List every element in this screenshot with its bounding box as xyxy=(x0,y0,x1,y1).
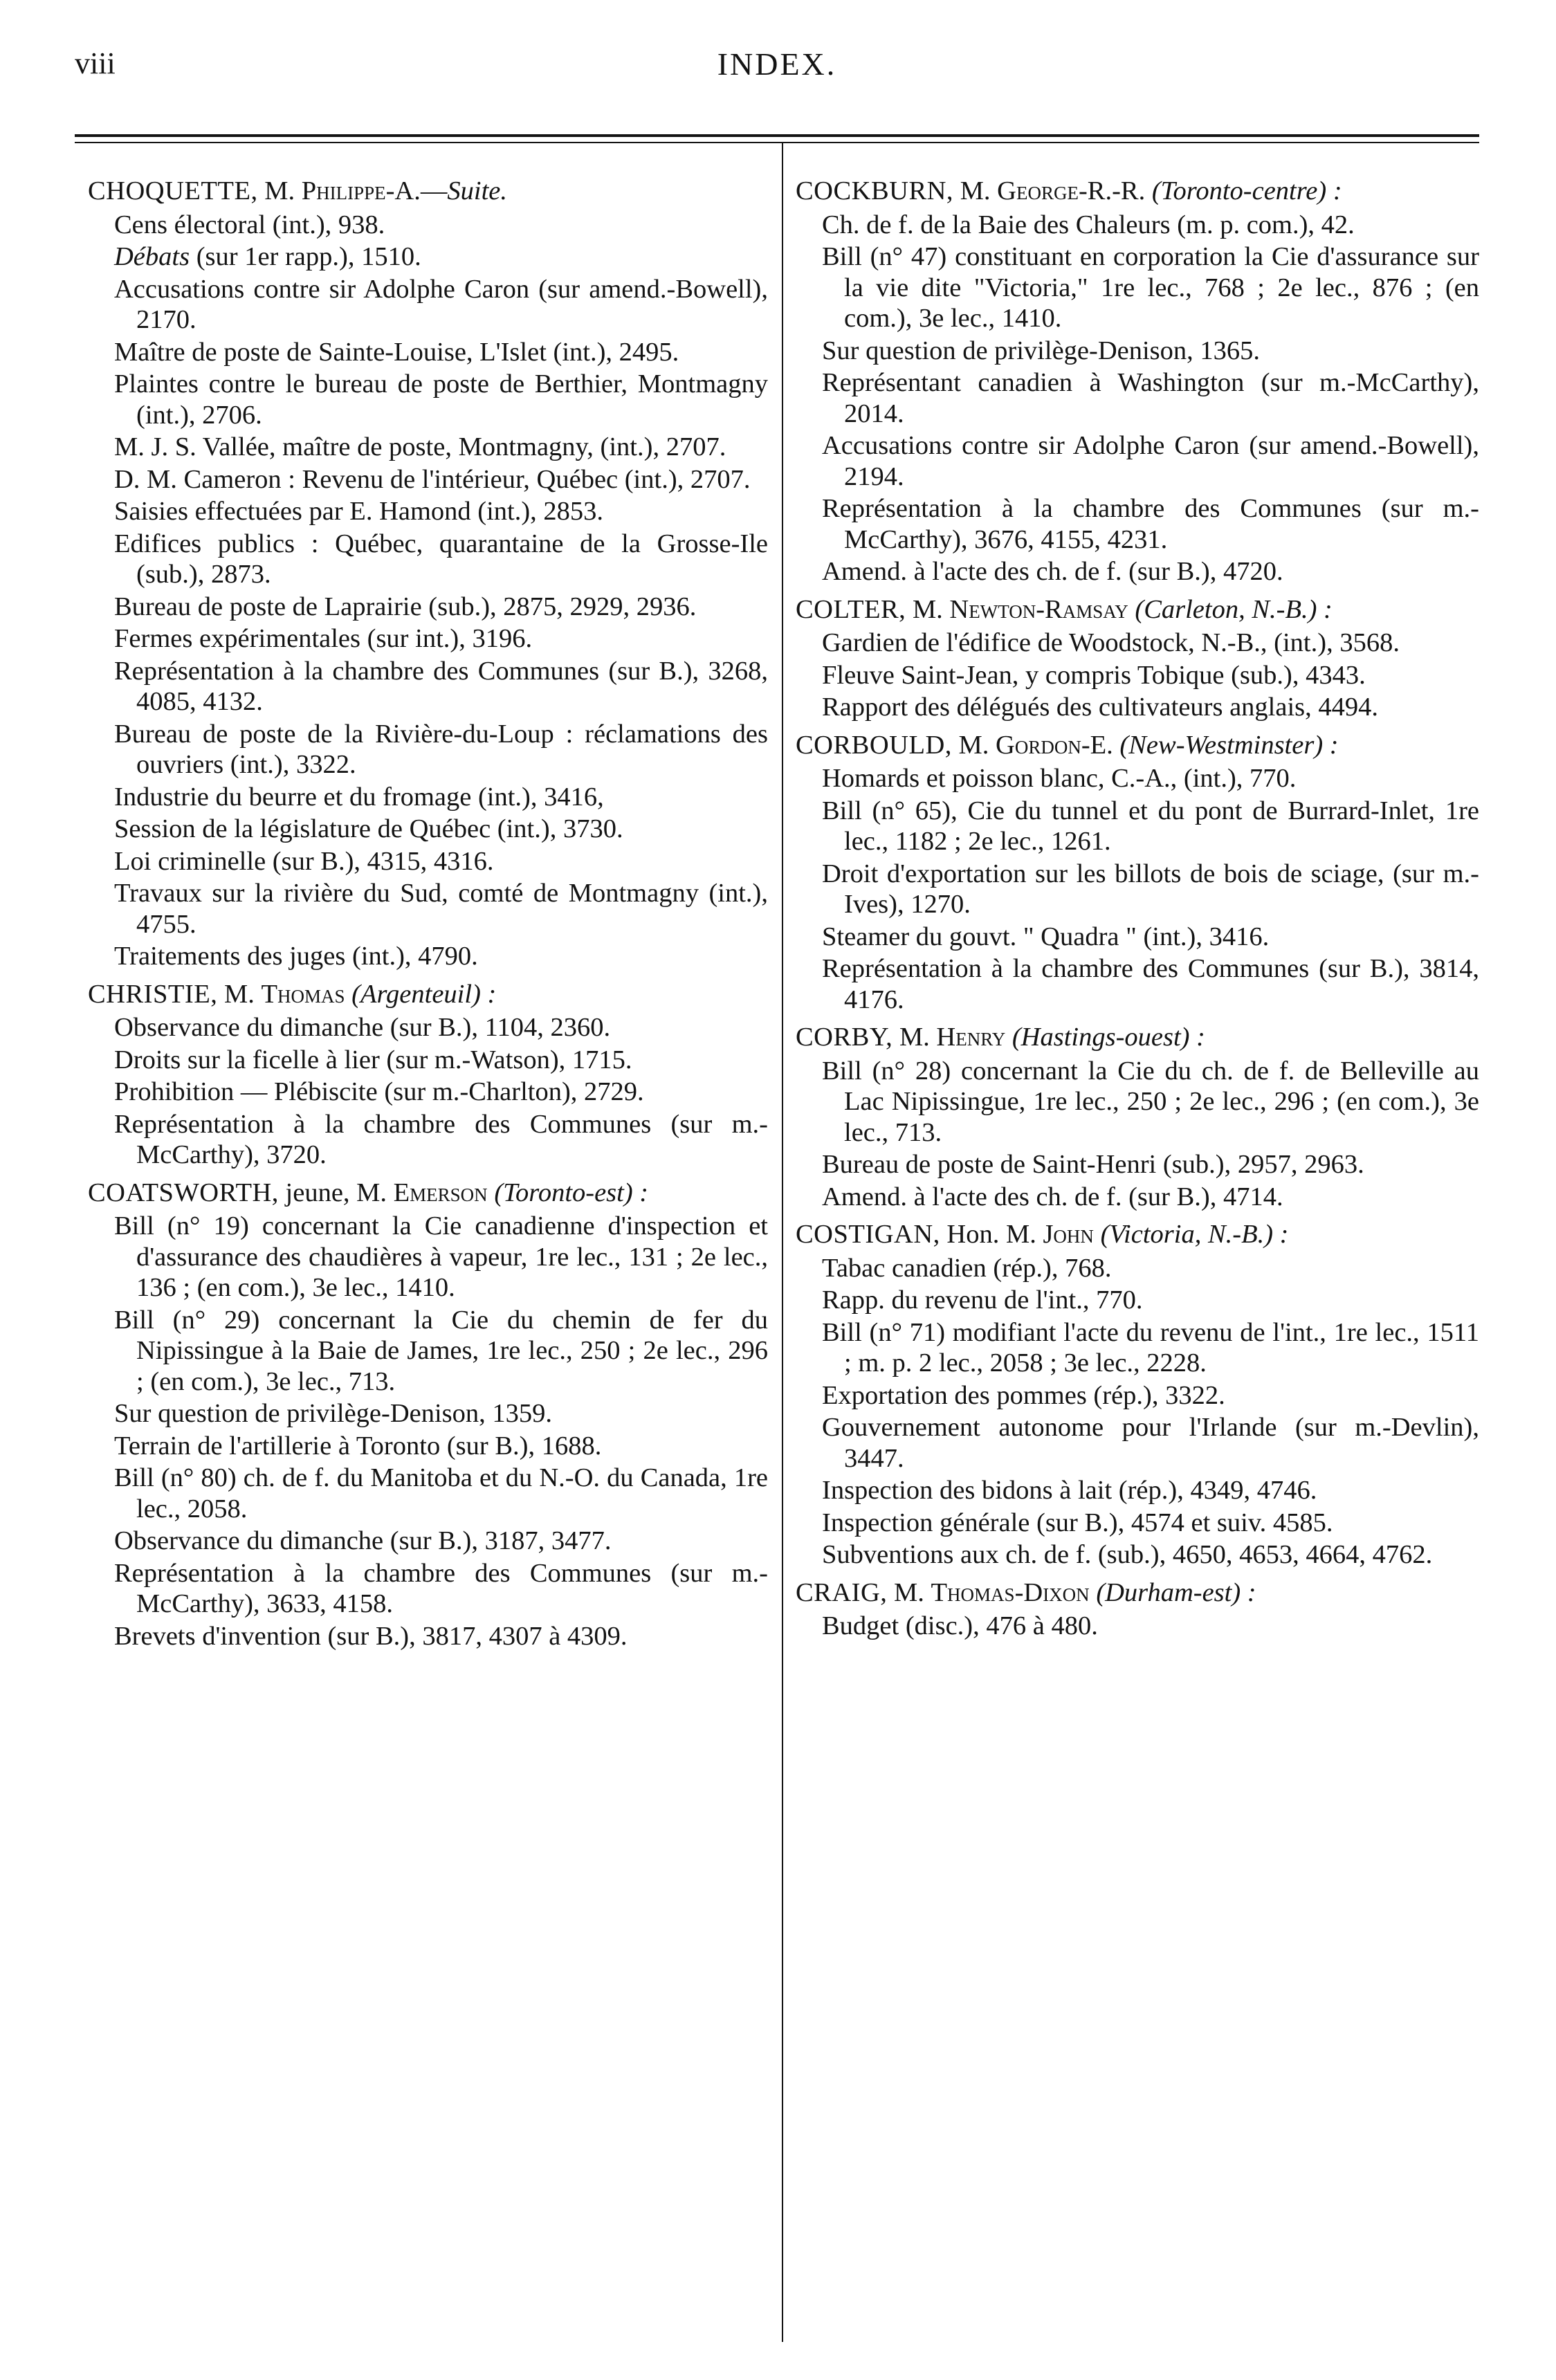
item-text: Maître de poste de Sainte-Louise, L'Islet (int.), 2495. xyxy=(114,337,679,367)
member-surname: COATSWORTH, xyxy=(88,1178,279,1207)
index-item xyxy=(794,241,1479,334)
index-entry xyxy=(86,979,768,1171)
member-given-name: Gordon-E. xyxy=(996,730,1113,760)
index-item xyxy=(86,210,768,241)
index-item xyxy=(86,1431,768,1462)
item-text: Tabac canadien (rép.), 768. xyxy=(822,1253,1112,1283)
item-text: M. J. S. Vallée, maître de poste, Montmagny, (int.), 2707. xyxy=(114,432,726,461)
item-text: Terrain de l'artillerie à Toronto (sur B.), 1688. xyxy=(114,1431,602,1461)
item-text: Bill (n° 47) constituant en corporation la Cie d'assurance sur la vie dite "Victoria," 1re lec., 768 ; 2e lec., 876 ; (en com.), 3e lec., 1410. xyxy=(822,242,1479,333)
index-item xyxy=(794,367,1479,429)
item-text: Steamer du gouvt. " Quadra " (int.), 3416. xyxy=(822,922,1270,951)
entry-heading xyxy=(794,594,1479,625)
index-item xyxy=(86,464,768,495)
index-item xyxy=(86,496,768,527)
index-item xyxy=(794,1182,1479,1213)
member-title: M. xyxy=(224,979,255,1009)
item-text: Inspection générale (sur B.), 4574 et suiv. 4585. xyxy=(822,1508,1333,1537)
index-item xyxy=(794,1539,1479,1571)
index-item xyxy=(86,592,768,623)
index-item xyxy=(86,1045,768,1076)
item-text: Brevets d'invention (sur B.), 3817, 4307 à 4309. xyxy=(114,1621,628,1651)
member-given-name: Philippe-A. xyxy=(301,176,421,205)
item-text: D. M. Cameron : Revenu de l'intérieur, Québec (int.), 2707. xyxy=(114,464,751,494)
index-item xyxy=(794,336,1479,367)
index-item xyxy=(794,1056,1479,1148)
member-given-name: George-R.-R. xyxy=(997,176,1146,205)
index-entry xyxy=(794,1577,1479,1642)
item-text: Gardien de l'édifice de Woodstock, N.-B., (int.), 3568. xyxy=(822,628,1400,657)
index-item xyxy=(86,814,768,845)
member-title: M. xyxy=(899,1023,930,1052)
index-item xyxy=(794,628,1479,659)
item-text: Fermes expérimentales (sur int.), 3196. xyxy=(114,624,533,653)
member-title: M. xyxy=(912,594,943,624)
member-title: M. xyxy=(894,1577,924,1607)
item-text: Saisies effectuées par E. Hamond (int.), 2853. xyxy=(114,497,604,526)
index-item xyxy=(794,1611,1479,1642)
index-item xyxy=(86,1621,768,1652)
member-title: M. xyxy=(264,176,295,205)
index-item xyxy=(86,623,768,654)
member-title: M. xyxy=(960,176,991,205)
member-title: Hon. M. xyxy=(946,1220,1036,1249)
index-item xyxy=(794,210,1479,241)
item-text: Travaux sur la rivière du Sud, comté de Montmagny (int.), 4755. xyxy=(114,879,768,939)
index-item xyxy=(794,953,1479,1015)
entry-heading xyxy=(794,1219,1479,1250)
member-title: M. xyxy=(958,730,989,760)
member-riding: (Toronto-centre) : xyxy=(1151,176,1342,205)
entry-heading xyxy=(794,730,1479,761)
index-item xyxy=(794,922,1479,953)
left-column xyxy=(86,176,768,1658)
item-text: Edifices publics : Québec, quarantaine de la Grosse-Ile (sub.), 2873. xyxy=(114,529,768,589)
item-text: Budget (disc.), 476 à 480. xyxy=(822,1611,1098,1640)
entry-heading xyxy=(794,1577,1479,1609)
item-text: Plaintes contre le bureau de poste de Berthier, Montmagny (int.), 2706. xyxy=(114,369,768,430)
index-item xyxy=(794,493,1479,555)
item-text: Représentation à la chambre des Communes (sur m.-McCarthy), 3720. xyxy=(114,1109,768,1169)
item-text: Représentant canadien à Washington (sur m.-McCarthy), 2014. xyxy=(822,368,1479,428)
index-item xyxy=(86,1012,768,1043)
member-surname: CORBOULD, xyxy=(796,730,952,760)
index-item xyxy=(794,763,1479,794)
item-text: Représentation à la chambre des Communes (sur B.), 3268, 4085, 4132. xyxy=(114,656,768,716)
member-title: jeune, M. xyxy=(285,1178,387,1207)
member-riding: (Hastings-ouest) : xyxy=(1012,1023,1205,1052)
item-text: Session de la législature de Québec (int.), 3730. xyxy=(114,814,623,843)
index-item xyxy=(86,337,768,368)
index-entry xyxy=(86,1178,768,1652)
item-text: Rapp. du revenu de l'int., 770. xyxy=(822,1285,1143,1315)
member-riding: Suite. xyxy=(447,176,507,205)
index-item xyxy=(794,796,1479,857)
index-item xyxy=(794,859,1479,920)
member-surname: COCKBURN, xyxy=(796,176,954,205)
index-item xyxy=(86,782,768,813)
member-riding: (New-Westminster) : xyxy=(1119,730,1339,760)
index-item xyxy=(86,432,768,463)
page-number: viii xyxy=(75,46,116,80)
index-item xyxy=(86,1077,768,1108)
member-surname: CRAIG, xyxy=(796,1577,888,1607)
header-rule-thin xyxy=(75,142,1479,143)
item-text: Homards et poisson blanc, C.-A., (int.), 770. xyxy=(822,764,1297,793)
item-text: Industrie du beurre et du fromage (int.), 3416, xyxy=(114,782,604,812)
item-text: Bureau de poste de Laprairie (sub.), 2875, 2929, 2936. xyxy=(114,592,697,621)
item-text: Cens électoral (int.), 938. xyxy=(114,210,385,239)
item-text: Bill (n° 28) concernant la Cie du ch. de f. de Belleville au Lac Nipissingue, 1re lec., 250 ; 2e lec., 296 ; (en com.), 3e lec., 713. xyxy=(822,1056,1479,1147)
entry-heading xyxy=(794,176,1479,207)
item-text: Exportation des pommes (rép.), 3322. xyxy=(822,1380,1225,1410)
item-text: Accusations contre sir Adolphe Caron (sur amend.-Bowell), 2170. xyxy=(114,274,768,334)
item-text: Représentation à la chambre des Communes (sur m.-McCarthy), 3633, 4158. xyxy=(114,1558,768,1618)
item-text: Représentation à la chambre des Communes (sur B.), 3814, 4176. xyxy=(822,954,1479,1014)
index-item xyxy=(86,941,768,972)
index-item xyxy=(794,1253,1479,1284)
item-text: Inspection des bidons à lait (rép.), 4349, 4746. xyxy=(822,1476,1317,1505)
right-column xyxy=(794,176,1479,1649)
item-text: Bureau de poste de la Rivière-du-Loup : réclamations des ouvriers (int.), 3322. xyxy=(114,719,768,779)
member-surname: CORBY, xyxy=(796,1023,893,1052)
member-given-name: Emerson xyxy=(393,1178,488,1207)
item-text: Bill (n° 80) ch. de f. du Manitoba et du N.-O. du Canada, 1re lec., 2058. xyxy=(114,1463,768,1523)
item-text: Accusations contre sir Adolphe Caron (sur amend.-Bowell), 2194. xyxy=(822,431,1479,491)
index-item xyxy=(86,1211,768,1303)
entry-heading xyxy=(86,979,768,1010)
entry-heading xyxy=(86,1178,768,1209)
index-item xyxy=(794,1317,1479,1379)
index-item xyxy=(86,274,768,336)
column-divider xyxy=(782,142,783,2342)
member-riding: (Durham-est) : xyxy=(1096,1577,1256,1607)
entry-heading xyxy=(794,1022,1479,1053)
item-text: Bureau de poste de Saint-Henri (sub.), 2957, 2963. xyxy=(822,1150,1364,1179)
index-item xyxy=(794,430,1479,492)
index-item xyxy=(86,241,768,273)
heading-dash: — xyxy=(420,176,448,205)
member-given-name: John xyxy=(1043,1220,1094,1249)
member-surname: COLTER, xyxy=(796,594,906,624)
index-item xyxy=(86,369,768,430)
index-item xyxy=(794,1475,1479,1506)
item-text: Fleuve Saint-Jean, y compris Tobique (sub.), 4343. xyxy=(822,660,1366,690)
item-text: Bill (n° 71) modifiant l'acte du revenu de l'int., 1re lec., 1511 ; m. p. 2 lec., 2058 ; 3e lec., 2228. xyxy=(822,1317,1479,1377)
item-text: Sur question de privilège-Denison, 1359. xyxy=(114,1399,553,1428)
index-item xyxy=(794,660,1479,691)
index-entry xyxy=(794,1219,1479,1571)
index-item xyxy=(86,1463,768,1524)
index-item xyxy=(86,1305,768,1398)
index-entry xyxy=(794,176,1479,587)
index-item xyxy=(86,1109,768,1171)
entry-heading xyxy=(86,176,768,207)
item-text: Amend. à l'acte des ch. de f. (sur B.), 4720. xyxy=(822,557,1283,586)
item-text: Traitements des juges (int.), 4790. xyxy=(114,942,478,971)
member-surname: CHRISTIE, xyxy=(88,979,218,1009)
member-surname: COSTIGAN, xyxy=(796,1220,940,1249)
index-entry xyxy=(794,594,1479,723)
member-riding: (Argenteuil) : xyxy=(351,979,497,1009)
item-lead: Débats xyxy=(114,242,190,271)
index-item xyxy=(86,1526,768,1557)
item-text: Observance du dimanche (sur B.), 1104, 2360. xyxy=(114,1013,611,1042)
item-text: Prohibition — Plébiscite (sur m.-Charlton), 2729. xyxy=(114,1077,644,1106)
item-text: Sur question de privilège-Denison, 1365. xyxy=(822,336,1261,365)
item-text: Droits sur la ficelle à lier (sur m.-Watson), 1715. xyxy=(114,1045,632,1074)
index-item xyxy=(86,719,768,780)
item-text: Bill (n° 19) concernant la Cie canadienne d'inspection et d'assurance des chaudières à vapeur, 1re lec., 131 ; 2e lec., 136 ; (en com.), 3e lec., 1410. xyxy=(114,1211,768,1302)
index-item xyxy=(794,1380,1479,1411)
item-text: Loi criminelle (sur B.), 4315, 4316. xyxy=(114,846,494,876)
member-given-name: Thomas xyxy=(261,979,345,1009)
item-text: Rapport des délégués des cultivateurs anglais, 4494. xyxy=(822,693,1379,722)
member-riding: (Victoria, N.-B.) : xyxy=(1100,1220,1289,1249)
item-text: Observance du dimanche (sur B.), 3187, 3477. xyxy=(114,1526,612,1555)
index-entry xyxy=(794,1022,1479,1212)
index-item xyxy=(794,1508,1479,1539)
item-text: Représentation à la chambre des Communes (sur m.-McCarthy), 3676, 4155, 4231. xyxy=(822,494,1479,554)
header-rule-thick xyxy=(75,134,1479,137)
index-item xyxy=(794,556,1479,587)
page-header xyxy=(75,46,1479,101)
index-entry xyxy=(86,176,768,972)
index-item xyxy=(86,1398,768,1429)
index-item xyxy=(794,1285,1479,1316)
item-text: Bill (n° 29) concernant la Cie du chemin de fer du Nipissingue à la Baie de James, 1re lec., 250 ; 2e lec., 296 ; (en com.), 3e lec., 713. xyxy=(114,1305,768,1396)
member-surname: CHOQUETTE, xyxy=(88,176,258,205)
member-given-name: Thomas-Dixon xyxy=(931,1577,1090,1607)
index-item xyxy=(86,529,768,590)
member-given-name: Newton-Ramsay xyxy=(949,594,1128,624)
index-item xyxy=(86,846,768,877)
index-item xyxy=(794,692,1479,723)
index-item xyxy=(86,1558,768,1620)
page-title: INDEX. xyxy=(717,46,837,82)
item-text: Gouvernement autonome pour l'Irlande (sur m.-Devlin), 3447. xyxy=(822,1413,1479,1473)
member-given-name: Henry xyxy=(936,1023,1006,1052)
item-text: Subventions aux ch. de f. (sub.), 4650, 4653, 4664, 4762. xyxy=(822,1540,1433,1569)
member-riding: (Toronto-est) : xyxy=(494,1178,649,1207)
index-item xyxy=(794,1412,1479,1474)
item-text: Bill (n° 65), Cie du tunnel et du pont de Burrard-Inlet, 1re lec., 1182 ; 2e lec., 1261. xyxy=(822,796,1479,856)
index-item xyxy=(86,878,768,940)
item-text: Droit d'exportation sur les billots de bois de sciage, (sur m.-Ives), 1270. xyxy=(822,859,1479,919)
item-text: Ch. de f. de la Baie des Chaleurs (m. p. com.), 42. xyxy=(822,210,1355,239)
item-text: (sur 1er rapp.), 1510. xyxy=(190,242,421,271)
item-text: Amend. à l'acte des ch. de f. (sur B.), 4714. xyxy=(822,1182,1283,1211)
index-item xyxy=(86,656,768,717)
index-item xyxy=(794,1149,1479,1180)
member-riding: (Carleton, N.-B.) : xyxy=(1135,594,1333,624)
index-entry xyxy=(794,730,1479,1016)
